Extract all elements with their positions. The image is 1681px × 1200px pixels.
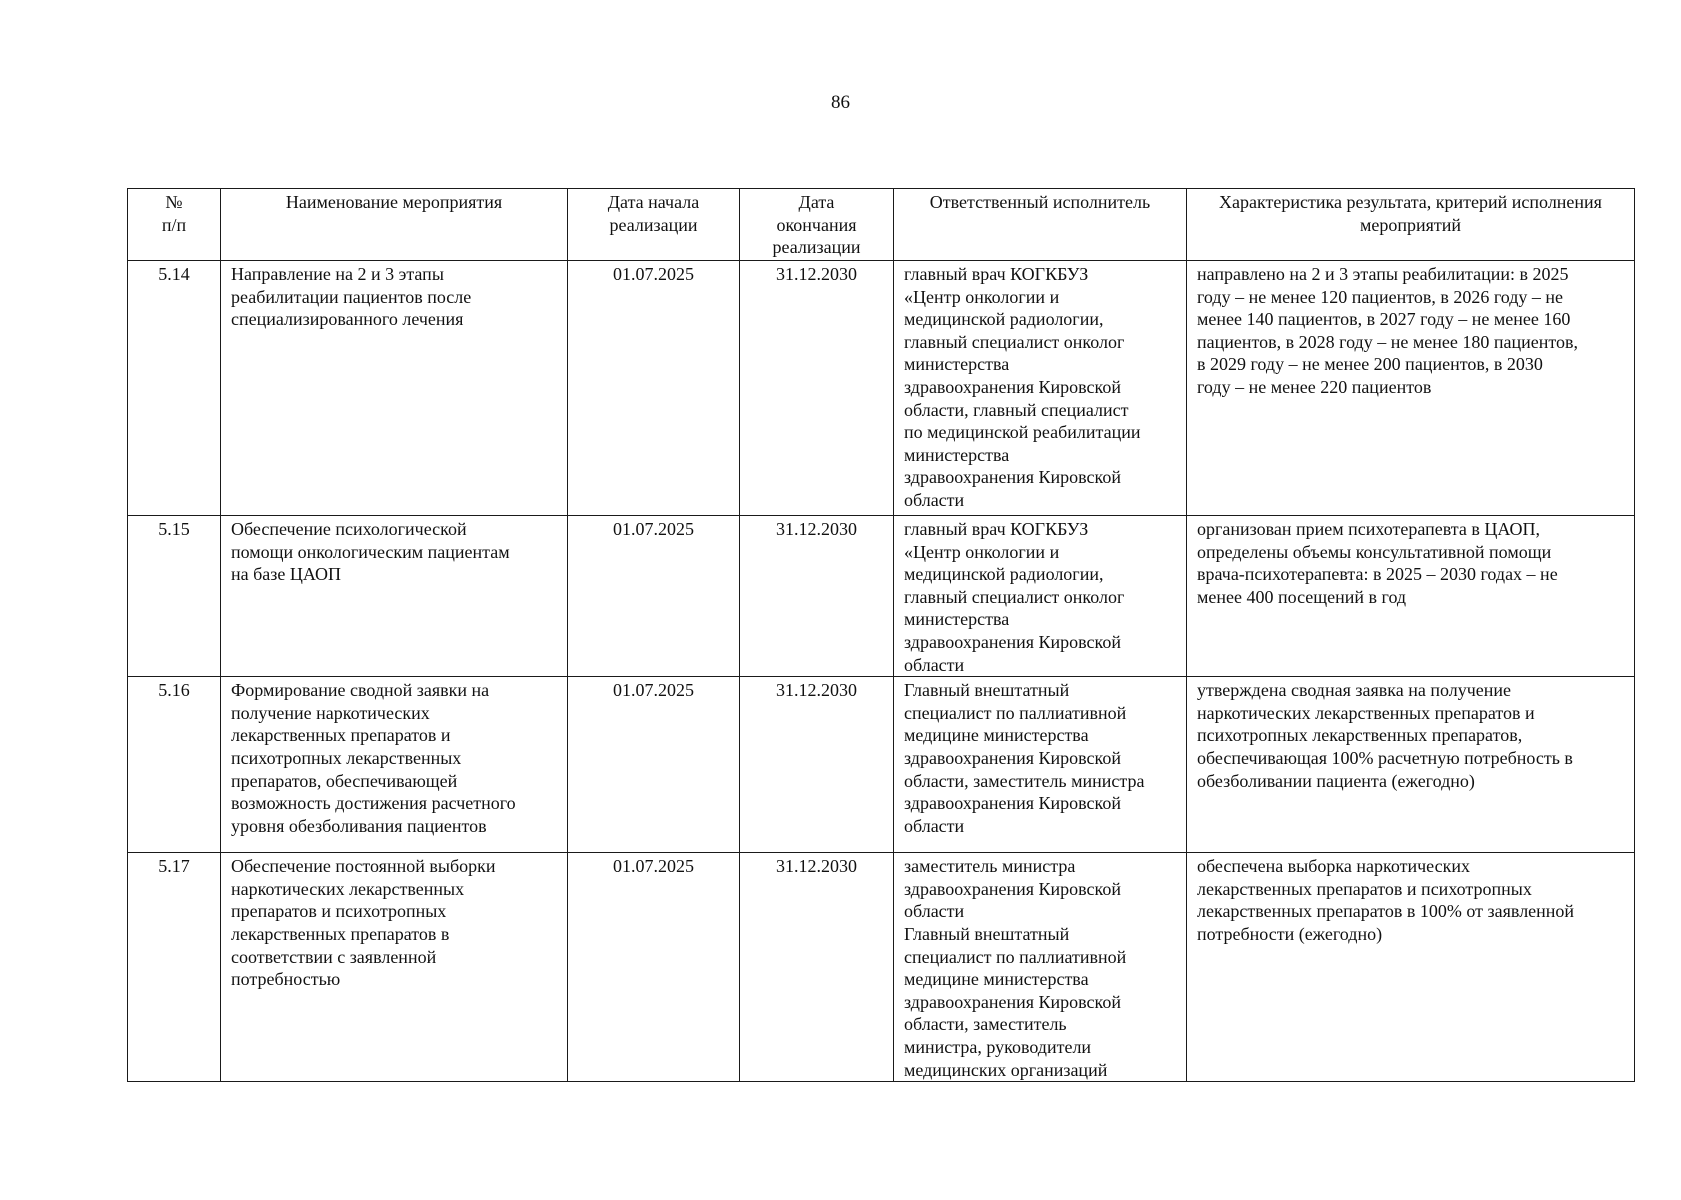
start-date: 01.07.2025: [568, 261, 740, 516]
table-row: [128, 516, 1635, 677]
end-date: 31.12.2030: [740, 516, 894, 677]
responsible-executor: Главный внештатный специалист по паллиативной медицине министерства здравоохранения Кировской области, заместитель министра здравоохранения Кировской области: [894, 677, 1187, 853]
responsible-executor: главный врач КОГКБУЗ «Центр онкологии и медицинской радиологии, главный специалист онколог министерства здравоохранения Кировской области, главный специалист по медицинской реабилитации министерства здравоохранения Кировской области: [894, 261, 1187, 516]
result-description: направлено на 2 и 3 этапы реабилитации: в 2025 году – не менее 120 пациентов, в 2026 году – не менее 140 пациентов, в 2027 году – не менее 160 пациентов, в 2028 году – не менее 180 пациентов, в 2029 году – не менее 200 пациентов, в 2030 году – не менее 220 пациентов: [1187, 261, 1635, 516]
table-row: [128, 677, 1635, 853]
header-activity-name: Наименование мероприятия: [221, 189, 568, 261]
activity-name: Формирование сводной заявки на получение наркотических лекарственных препаратов и психотропных лекарственных препаратов, обеспечивающей возможность достижения расчетного уровня обезболивания пациентов: [221, 677, 568, 853]
page-number: 86: [831, 92, 850, 113]
responsible-executor: главный врач КОГКБУЗ «Центр онкологии и медицинской радиологии, главный специалист онколог министерства здравоохранения Кировской области: [894, 516, 1187, 677]
responsible-executor: заместитель министра здравоохранения Кировской области Главный внештатный специалист по паллиативной медицине министерства здравоохранения Кировской области, заместитель министра, руководители медицинских организаций: [894, 853, 1187, 1082]
activity-name: Направление на 2 и 3 этапы реабилитации пациентов после специализированного лечения: [221, 261, 568, 516]
row-number: 5.17: [128, 853, 221, 1082]
result-description: обеспечена выборка наркотических лекарственных препаратов и психотропных лекарственных препаратов в 100% от заявленной потребности (ежегодно): [1187, 853, 1635, 1082]
table-header-row: [128, 189, 1635, 261]
row-number: 5.16: [128, 677, 221, 853]
start-date: 01.07.2025: [568, 853, 740, 1082]
end-date: 31.12.2030: [740, 853, 894, 1082]
end-date: 31.12.2030: [740, 677, 894, 853]
start-date: 01.07.2025: [568, 677, 740, 853]
header-result: Характеристика результата, критерий исполнения мероприятий: [1187, 189, 1635, 261]
header-number: № п/п: [128, 189, 221, 261]
header-start-date: Дата начала реализации: [568, 189, 740, 261]
activities-table: [127, 188, 1635, 1082]
header-responsible: Ответственный исполнитель: [894, 189, 1187, 261]
activity-name: Обеспечение постоянной выборки наркотических лекарственных препаратов и психотропных лекарственных препаратов в соответствии с заявленной потребностью: [221, 853, 568, 1082]
start-date: 01.07.2025: [568, 516, 740, 677]
result-description: организован прием психотерапевта в ЦАОП, определены объемы консультативной помощи врача-психотерапевта: в 2025 – 2030 годах – не менее 400 посещений в год: [1187, 516, 1635, 677]
table-row: [128, 853, 1635, 1082]
table-row: [128, 261, 1635, 516]
header-end-date: Дата окончания реализации: [740, 189, 894, 261]
row-number: 5.14: [128, 261, 221, 516]
activity-name: Обеспечение психологической помощи онкологическим пациентам на базе ЦАОП: [221, 516, 568, 677]
result-description: утверждена сводная заявка на получение наркотических лекарственных препаратов и психотропных лекарственных препаратов, обеспечивающая 100% расчетную потребность в обезболивании пациента (ежегодно): [1187, 677, 1635, 853]
row-number: 5.15: [128, 516, 221, 677]
end-date: 31.12.2030: [740, 261, 894, 516]
